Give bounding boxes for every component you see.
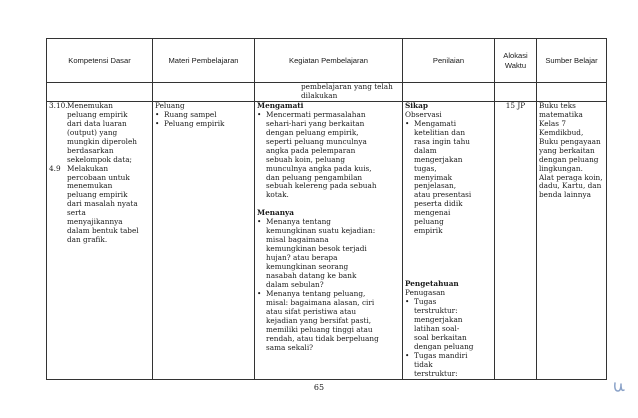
competency-number: 3.10. [49, 101, 68, 110]
competency-item [49, 102, 150, 165]
attitude-method: Observasi [405, 109, 442, 119]
header-penilaian: Penilaian [403, 39, 495, 83]
observe-list [257, 111, 400, 201]
table-cell [153, 83, 255, 102]
continuation-text: pembelajaran yang telah dilakukan [301, 82, 393, 100]
attitude-list [405, 120, 492, 236]
materials-list [155, 111, 252, 129]
competency-text: Melakukan percobaan untuk menemukan peluang empirik dari masalah nyata serta menyajikannya dalam bentuk tabel dan grafik. [67, 163, 139, 245]
header-materi-pembelajaran: Materi Pembelajaran [153, 39, 255, 83]
header-alokasi-waktu: Alokasi Waktu [495, 39, 537, 83]
knowledge-method: Penugasan [405, 288, 446, 298]
table-cell [537, 83, 607, 102]
activities-cell [255, 101, 403, 379]
table-cell [403, 83, 495, 102]
competency-list [49, 102, 150, 245]
competency-item [49, 165, 150, 246]
resources-cell [537, 101, 607, 379]
materials-title: Peluang [155, 101, 185, 110]
competency-number: 4.9 [49, 163, 61, 173]
header-kegiatan-pembelajaran: Kegiatan Pembelajaran [255, 39, 403, 83]
resources-text: Buku teks matematika Kelas 7 Kemdikbud, Buku pengayaan yang berkaitan dengan peluang lingkungan. Alat peraga koin, dadu, Kartu, dan benda lainnya [539, 101, 603, 200]
syllabus-table [46, 38, 607, 380]
time-allocation-cell [495, 101, 537, 379]
table-cell [47, 83, 153, 102]
assessment-cell [403, 101, 495, 379]
list-item: • Mencermati permasalahan sehari-hari yang berkaitan dengan peluang empirik, seperti peluang munculnya angka pada pelemparan sebuah koin, peluang munculnya angka pada kuis, dan peluang pengambilan sebuah kelereng pada sebuah kotak. [257, 111, 400, 201]
continuation-row [47, 83, 607, 102]
observe-heading: Mengamati [257, 101, 304, 110]
list-item: • Menanya tentang peluang, misal: bagaimana alasan, ciri atau sifat peristiwa atau kejadian yang bersifat pasti, memiliki peluang tinggi atau rendah, atau tidak berpeluang sama sekali? [257, 290, 400, 353]
list-item: • Tugas mandiri tidak terstruktur: [405, 352, 492, 379]
header-kompetensi-dasar: Kompetensi Dasar [47, 39, 153, 83]
knowledge-list [405, 298, 492, 379]
list-item: • Peluang empirik [155, 120, 252, 129]
curved-mark-icon [612, 380, 626, 394]
table-header-row [47, 39, 607, 83]
list-item: • Menanya tentang kemungkinan suatu kejadian: misal bagaimana kemungkinan besok terjadi hujan? atau berapa kemungkinan seorang nasabah datang ke bank dalam sebulan? [257, 218, 400, 290]
table-cell [495, 83, 537, 102]
list-item: • Mengamati ketelitian dan rasa ingin tahu dalam mengerjakan tugas, menyimak penjelasan, atau presentasi peserta didik mengenai peluang empirik [405, 120, 492, 236]
competency-cell [47, 101, 153, 379]
ask-list [257, 218, 400, 352]
header-sumber-belajar: Sumber Belajar [537, 39, 607, 83]
ask-heading: Menanya [257, 208, 295, 218]
materials-cell [153, 101, 255, 379]
list-item: • Ruang sampel [155, 111, 252, 120]
time-allocation-value: 15 JP [505, 101, 526, 110]
curved-mark-stroke [615, 383, 624, 391]
attitude-heading: Sikap [405, 101, 428, 110]
knowledge-heading: Pengetahuan [405, 279, 459, 289]
competency-text: Menemukan peluang empirik dari data luaran (output) yang mungkin diperoleh berdasarkan sekelompok data; [67, 101, 137, 164]
continuation-cell [255, 83, 403, 102]
page-number: 65 [313, 383, 325, 392]
spacer [405, 236, 492, 280]
table-row [47, 101, 607, 379]
list-item: • Tugas terstruktur: mengerjakan latihan soal- soal berkaitan dengan peluang [405, 298, 492, 352]
